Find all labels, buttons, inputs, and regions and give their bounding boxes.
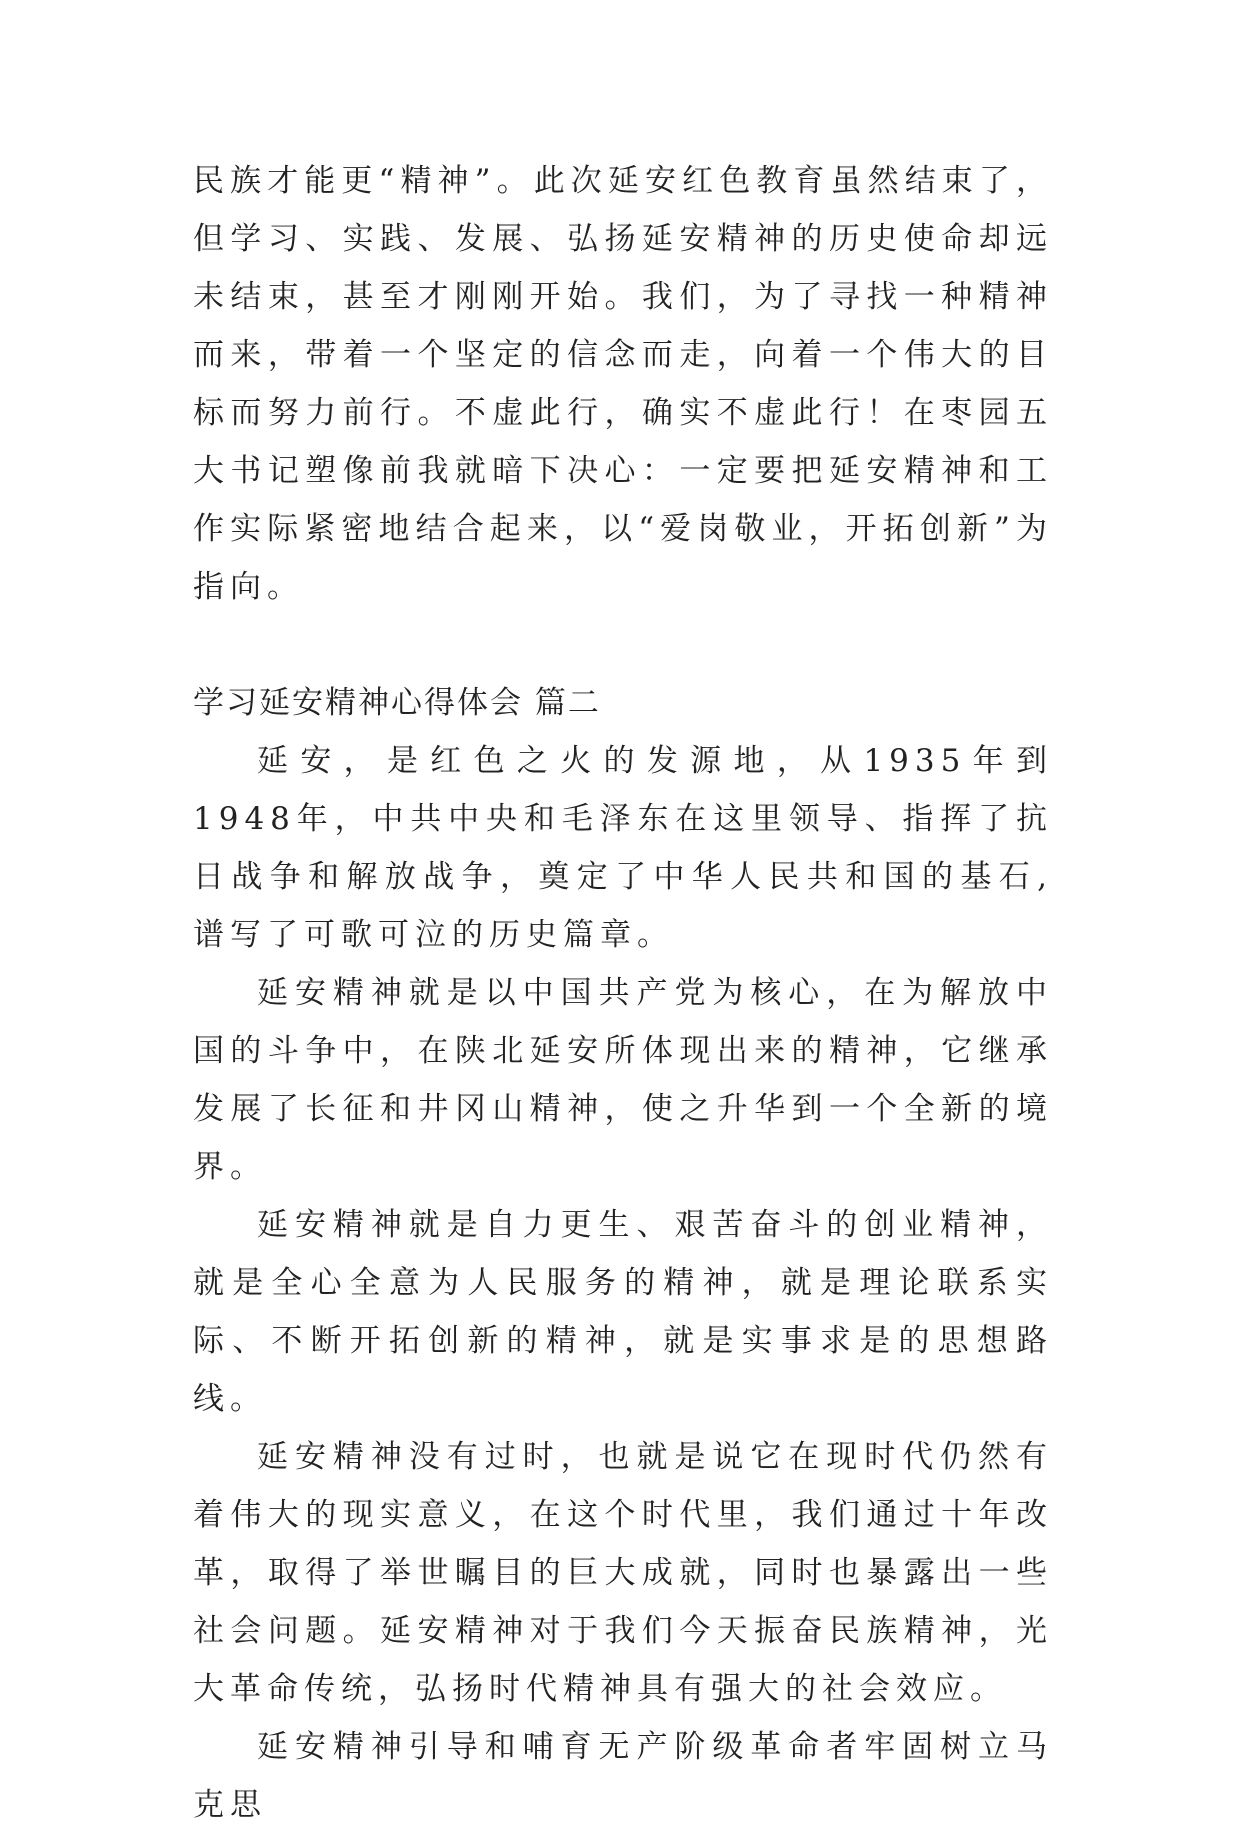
paragraph-1: 延安，是红色之火的发源地，从1935年到1948年，中共中央和毛泽东在这里领导、指挥了抗日战争和解放战争，奠定了中华人民共和国的基石,谱写了可歌可泣的历史篇章。 (193, 743, 1053, 953)
paragraph-2: 延安精神就是以中国共产党为核心，在为解放中国的斗争中，在陕北延安所体现出来的精神，它继承发展了长征和井冈山精神，使之升华到一个全新的境界。 (193, 975, 1053, 1185)
paragraph-3: 延安精神就是自力更生、艰苦奋斗的创业精神，就是全心全意为人民服务的精神，就是理论联系实际、不断开拓创新的精神，就是实事求是的思想路线。 (193, 1207, 1053, 1417)
paragraph-5: 延安精神引导和哺育无产阶级革命者牢固树立马克思 (193, 1729, 1053, 1823)
section-heading: 学习延安精神心得体会 篇二 (193, 685, 601, 721)
document-body (193, 152, 1053, 1834)
intro-paragraph: 民族才能更“精神”。此次延安红色教育虽然结束了，但学习、实践、发展、弘扬延安精神的历史使命却远未结束，甚至才刚刚开始。我们，为了寻找一种精神而来，带着一个坚定的信念而走，向着一个伟大的目标而努力前行。不虚此行，确实不虚此行！在枣园五大书记塑像前我就暗下决心：一定要把延安精神和工作实际紧密地结合起来，以“爱岗敬业，开拓创新”为指向。 (193, 163, 1053, 605)
paragraph-4: 延安精神没有过时，也就是说它在现时代仍然有着伟大的现实意义，在这个时代里，我们通过十年改革，取得了举世瞩目的巨大成就，同时也暴露出一些社会问题。延安精神对于我们今天振奋民族精神，光大革命传统，弘扬时代精神具有强大的社会效应。 (193, 1439, 1053, 1707)
